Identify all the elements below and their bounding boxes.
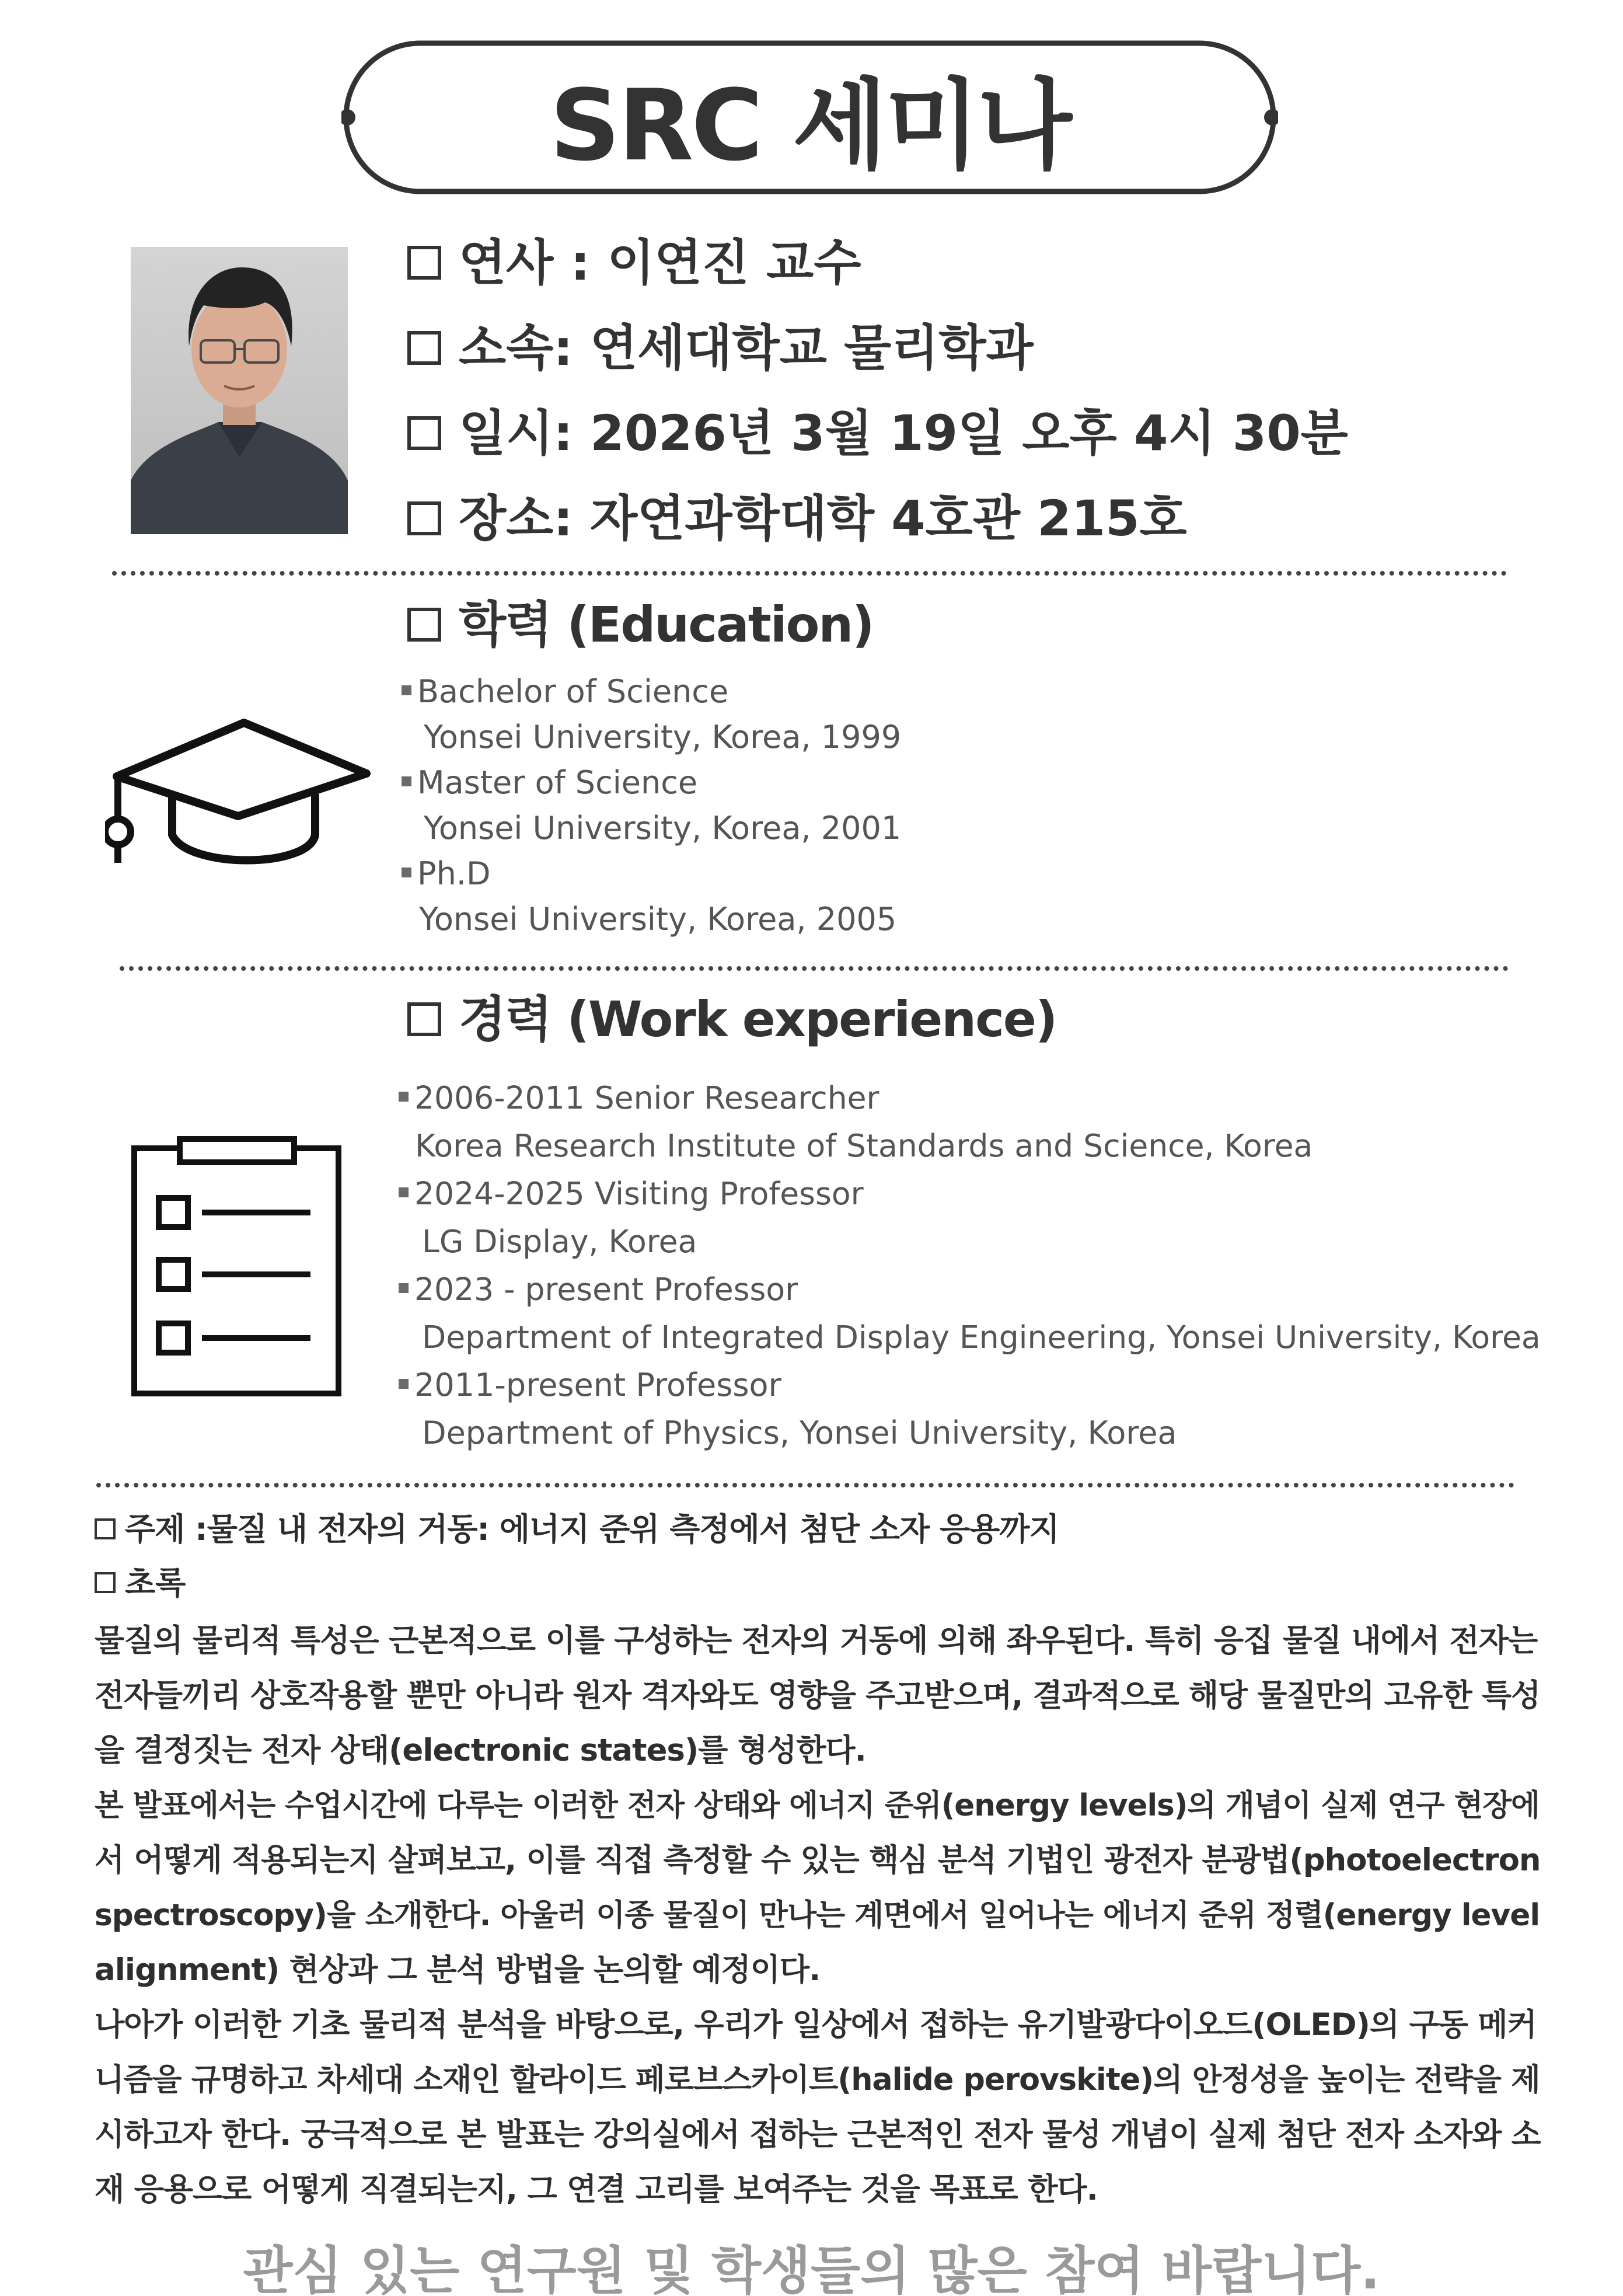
- list-item-detail: LG Display, Korea: [422, 1223, 697, 1260]
- work-list: [399, 1074, 1541, 1457]
- topic-line: 주제 :물질 내 전자의 거동: 에너지 준위 측정에서 첨단 소자 응용까지: [95, 1503, 1059, 1556]
- abstract-line: 전자들끼리 상호작용할 뿐만 아니라 원자 격자와도 영향을 주고받으며, 결과적으로 해당 물질만의 고유한 특성: [95, 1678, 1540, 1713]
- speaker-text: 연사 : 이연진 교수: [459, 234, 861, 291]
- list-item-detail: Yonsei University, Korea, 2001: [424, 810, 902, 846]
- speaker-line: [407, 234, 861, 292]
- speaker-photo: [131, 247, 348, 534]
- abstract-line: 을 결정짓는 전자 상태(electronic states)를 형성한다.: [95, 1733, 866, 1768]
- list-item: 2011-present Professor: [399, 1361, 1541, 1409]
- bullet-icon: [399, 1379, 409, 1389]
- divider: [120, 966, 1509, 971]
- list-item: Master of Science: [402, 762, 901, 803]
- abstract-line: 시하고자 한다. 궁극적으로 본 발표는 강의실에서 접하는 근본적인 전자 물성 개념이 실제 첨단 전자 소자와 소: [95, 2117, 1541, 2152]
- location-line: [407, 489, 1187, 548]
- abstract-line: spectroscopy)을 소개한다. 아울러 이종 물질이 만나는 계면에서 일어나는 에너지 준위 정렬(energy level: [95, 1898, 1540, 1933]
- checkbox-icon: [407, 1002, 441, 1036]
- datetime-line: [407, 404, 1348, 462]
- bullet-icon: [402, 867, 411, 877]
- affiliation-text: 소속: 연세대학교 물리학과: [459, 319, 1034, 377]
- bullet-icon: [399, 1283, 409, 1293]
- list-item-detail: Yonsei University, Korea, 2005: [419, 901, 897, 938]
- list-item: 2024-2025 Visiting Professor: [399, 1170, 1541, 1218]
- list-item-detail: Department of Integrated Display Engineering, Yonsei University, Korea: [422, 1319, 1541, 1356]
- clipboard-checklist-icon: [128, 1135, 344, 1400]
- abstract-line: 나아가 이러한 기초 물리적 분석을 바탕으로, 우리가 일상에서 접하는 유기발광다이오드(OLED)의 구동 메커: [95, 2007, 1537, 2043]
- list-item-detail: Department of Physics, Yonsei University, Korea: [422, 1414, 1177, 1451]
- list-item: 2006-2011 Senior Researcher: [399, 1074, 1541, 1122]
- bullet-icon: [399, 1187, 409, 1197]
- abstract-heading: 초록: [95, 1557, 186, 1609]
- closing-message: 관심 있는 연구원 및 학생들의 많은 참여 바랍니다.: [243, 2241, 1380, 2296]
- abstract-line: 서 어떻게 적용되는지 살펴보고, 이를 직접 측정할 수 있는 핵심 분석 기법인 광전자 분광법(photoelectron: [95, 1842, 1541, 1878]
- list-item-detail: Korea Research Institute of Standards and Science, Korea: [415, 1127, 1313, 1164]
- bullet-icon: [402, 685, 411, 695]
- location-text: 장소: 자연과학대학 4호관 215호: [459, 490, 1187, 547]
- page-title: SRC 세미나: [549, 68, 1070, 183]
- affiliation-line: [407, 319, 1034, 377]
- abstract-line: 니즘을 규명하고 차세대 소재인 할라이드 페로브스카이트(halide perovskite)의 안정성을 높이는 전략을 제: [95, 2062, 1540, 2098]
- graduation-cap-icon: [105, 712, 374, 878]
- abstract-line: alignment) 현상과 그 분석 방법을 논의할 예정이다.: [95, 1952, 821, 1988]
- abstract-line: 물질의 물리적 특성은 근본적으로 이를 구성하는 전자의 거동에 의해 좌우된다. 특히 응집 물질 내에서 전자는: [95, 1623, 1538, 1659]
- list-item-detail: Yonsei University, Korea, 1999: [424, 719, 902, 755]
- datetime-text: 일시: 2026년 3월 19일 오후 4시 30분: [459, 405, 1348, 462]
- checkbox-icon: [407, 608, 441, 642]
- divider: [112, 571, 1507, 576]
- checkbox-icon: [407, 246, 441, 280]
- checkbox-icon: [407, 331, 441, 365]
- work-heading: 경력 (Work experience): [407, 990, 1056, 1048]
- abstract-line: 본 발표에서는 수업시간에 다루는 이러한 전자 상태와 에너지 준위(energy levels)의 개념이 실제 연구 현장에: [95, 1788, 1540, 1823]
- list-item: Ph.D: [402, 853, 901, 894]
- checkbox-icon: [95, 1572, 116, 1593]
- list-item: Bachelor of Science: [402, 671, 901, 712]
- checkbox-icon: [95, 1518, 116, 1539]
- title-banner: [341, 39, 1278, 196]
- checkbox-icon: [407, 501, 441, 535]
- education-heading: 학력 (Education): [407, 595, 874, 654]
- checkbox-icon: [407, 416, 441, 450]
- bullet-icon: [402, 776, 411, 786]
- bullet-icon: [399, 1092, 409, 1102]
- abstract-line: 재 응용으로 어떻게 직결되는지, 그 연결 고리를 보여주는 것을 목표로 한다.: [95, 2172, 1098, 2207]
- education-list: [402, 671, 901, 940]
- divider: [96, 1483, 1514, 1487]
- list-item: 2023 - present Professor: [399, 1266, 1541, 1314]
